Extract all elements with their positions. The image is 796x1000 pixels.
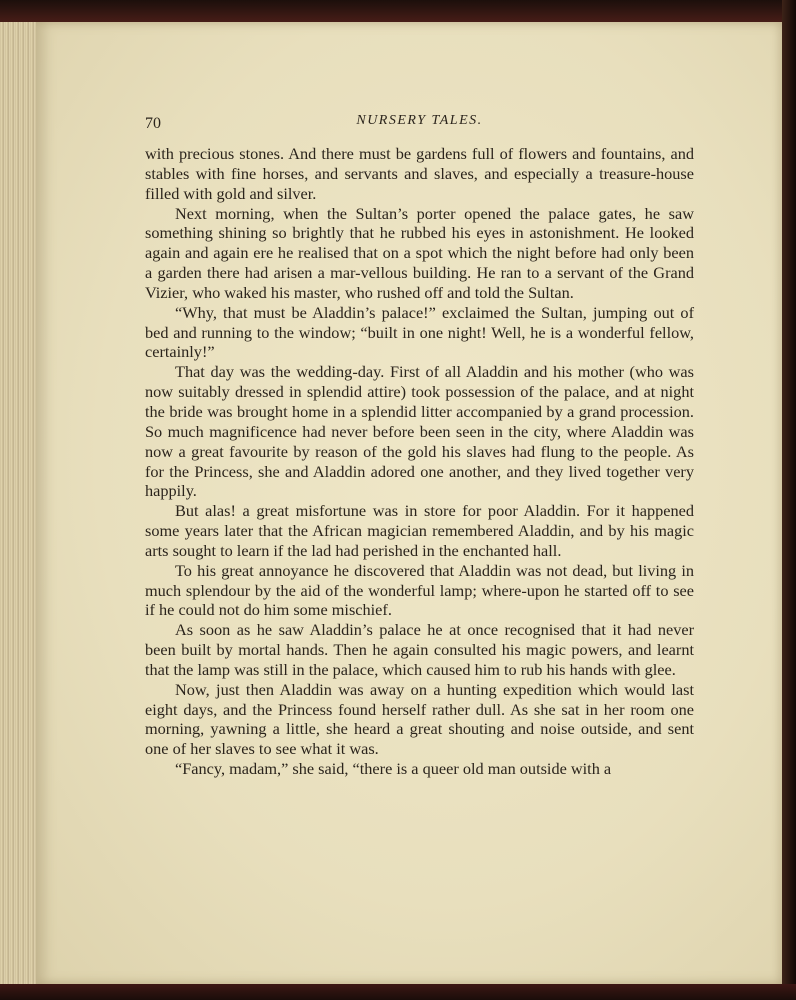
running-title: NURSERY TALES. <box>356 113 483 128</box>
paragraph: with precious stones. And there must be gardens full of flowers and fountains, and stables with fine horses, and servants and slaves, and especially a treasure-house filled with gold and silver. <box>145 144 694 203</box>
page-number: 70 <box>145 115 161 132</box>
paragraph: To his great annoyance he discovered that Aladdin was not dead, but living in much splendour by the aid of the wonderful lamp; where-upon he started off to see if he could not do him some mischief. <box>145 560 694 620</box>
body-text <box>145 144 694 779</box>
paragraph: “Why, that must be Aladdin’s palace!” exclaimed the Sultan, jumping out of bed and running to the window; “built in one night! Well, he is a wonderful fellow, certainly!” <box>145 302 694 362</box>
paragraph: As soon as he saw Aladdin’s palace he at once recognised that it had never been built by mortal hands. Then he again consulted his magic powers, and learnt that the lamp was still in the palace, which caused him to rub his hands with glee. <box>145 620 694 679</box>
book-cover-right-edge <box>782 0 796 1000</box>
paragraph: But alas! a great misfortune was in store for poor Aladdin. For it happened some years later that the African magician remembered Aladdin, and by his magic arts sought to learn if the lad had perished in the enchanted hall. <box>145 501 694 560</box>
book-cover-bottom-edge <box>0 984 796 1000</box>
paragraph: Next morning, when the Sultan’s porter opened the palace gates, he saw something shining so brightly that he rubbed his eyes in astonishment. He looked again and again ere he realised that on a spot which the night before had only been a garden there had arisen a mar-vellous building. He ran to a servant of the Grand Vizier, who waked his master, who rushed off and told the Sultan. <box>145 203 694 302</box>
book-cover-top-edge <box>0 0 796 24</box>
paragraph: That day was the wedding-day. First of all Aladdin and his mother (who was now suitably dressed in splendid attire) took possession of the palace, and at night the bride was brought home in a splendid litter accompanied by a grand procession. So much magnificence had never before been seen in the city, where Aladdin was now a great favourite by reason of the gold his slaves had flung to the people. As for the Princess, she and Aladdin adored one another, and they lived together very happily. <box>145 362 694 501</box>
paragraph: Now, just then Aladdin was away on a hunting expedition which would last eight days, and the Princess found herself rather dull. As she sat in her room one morning, yawning a little, she heard a great shouting and noise outside, and sent one of her slaves to see what it was. <box>145 679 694 759</box>
page-stack-edge <box>0 22 40 988</box>
paragraph: “Fancy, madam,” she said, “there is a queer old man outside with a <box>175 759 612 779</box>
page-header <box>145 113 694 133</box>
